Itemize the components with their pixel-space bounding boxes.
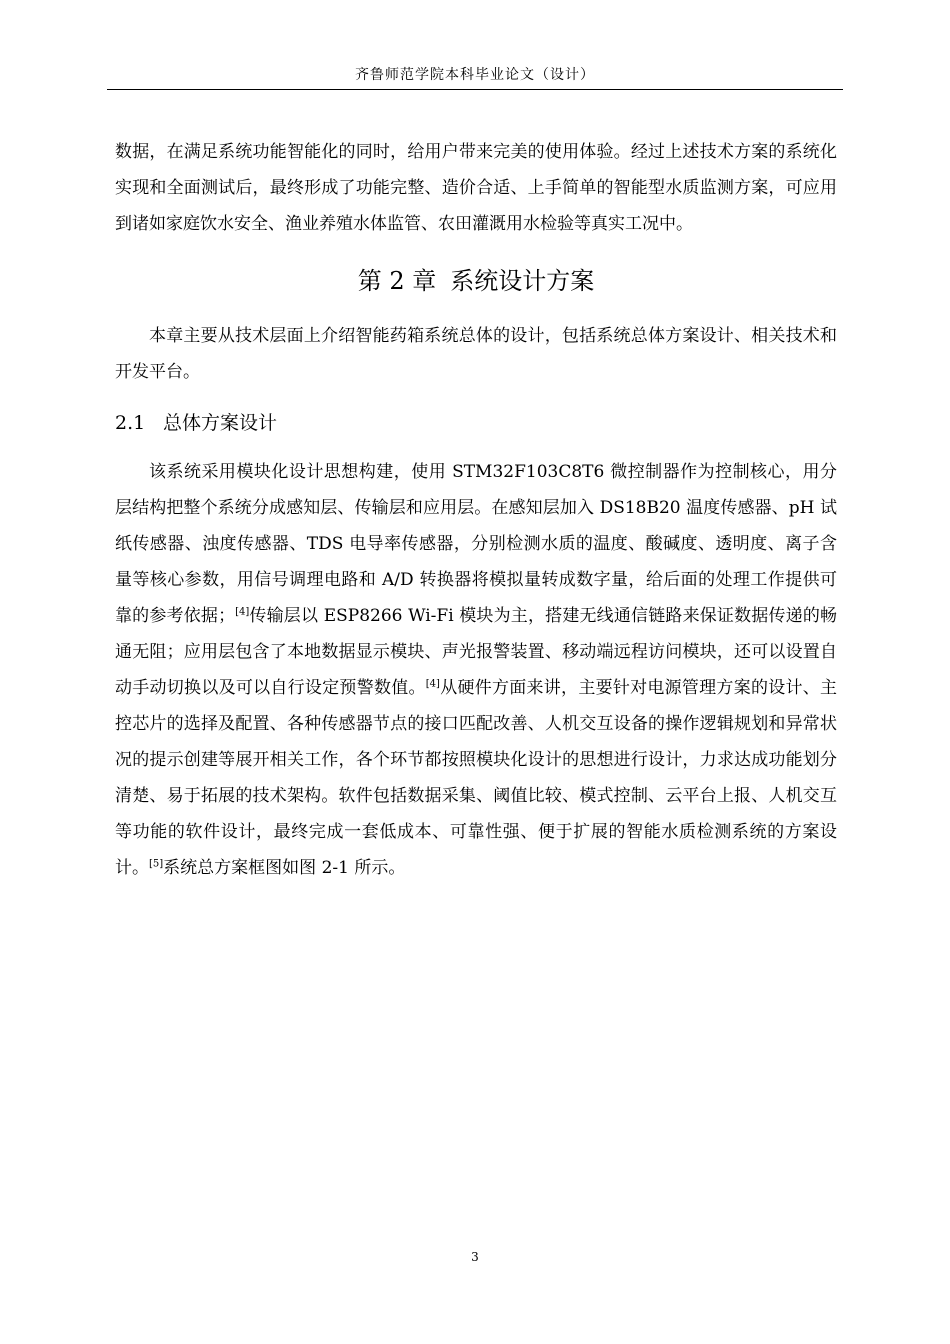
- section-number: 2.1: [115, 412, 146, 434]
- page-content: [115, 134, 837, 886]
- body-segment-4: 系统总方案框图如图 2-1 所示。: [163, 858, 406, 878]
- header-rule: [107, 89, 843, 90]
- chapter-name: 系统设计方案: [450, 267, 595, 295]
- chapter-title: [115, 261, 837, 301]
- section-heading: [115, 406, 837, 440]
- intro-paragraph: 数据，在满足系统功能智能化的同时，给用户带来完美的使用体验。经过上述技术方案的系统化实现和全面测试后，最终形成了功能完整、造价合适、上手简单的智能型水质监测方案，可应用到诸如家庭饮水安全、渔业养殖水体监管、农田灌溉用水检验等真实工况中。: [115, 142, 837, 234]
- chapter-number: 第 2 章: [357, 267, 437, 295]
- chapter-intro-paragraph: 本章主要从技术层面上介绍智能药箱系统总体的设计，包括系统总体方案设计、相关技术和开发平台。: [115, 326, 837, 382]
- citation-ref-3: [5]: [149, 858, 164, 870]
- running-header: 齐鲁师范学院本科毕业论文（设计）: [355, 67, 595, 83]
- citation-ref-1: [4]: [235, 606, 250, 618]
- body-segment-3: 从硬件方面来讲，主要针对电源管理方案的设计、主控芯片的选择及配置、各种传感器节点的接口匹配改善、人机交互设备的操作逻辑规划和异常状况的提示创建等展开相关工作，各个环节都按照模块化设计的思想进行设计，力求达成功能划分清楚、易于拓展的技术架构。软件包括数据采集、阈值比较、模式控制、云平台上报、人机交互等功能的软件设计，最终完成一套低成本、可靠性强、便于扩展的智能水质检测系统的方案设计。: [115, 678, 838, 878]
- body-segment-2: 传输层以 ESP8266 Wi-Fi 模块为主，搭建无线通信链路来保证数据传递的畅通无阻；应用层包含了本地数据显示模块、声光报警装置、移动端远程访问模块，还可以设置自动手动切换以及可以自行设定预警数值。: [115, 606, 837, 698]
- citation-ref-2: [4]: [425, 678, 440, 690]
- page-number: 3: [471, 1250, 479, 1264]
- section-title: 总体方案设计: [163, 412, 278, 434]
- body-segment-1: 该系统采用模块化设计思想构建，使用 STM32F103C8T6 微控制器作为控制核心，用分层结构把整个系统分成感知层、传输层和应用层。在感知层加入 DS18B20 温度传感器、pH 试纸传感器、浊度传感器、TDS 电导率传感器，分别检测水质的温度、酸碱度、透明度、离子含量等核心参数，用信号调理电路和 A/D 转换器将模拟量转成数字量，给后面的处理工作提供可靠的参考依据；: [115, 462, 837, 626]
- section-body-paragraph: [115, 454, 837, 886]
